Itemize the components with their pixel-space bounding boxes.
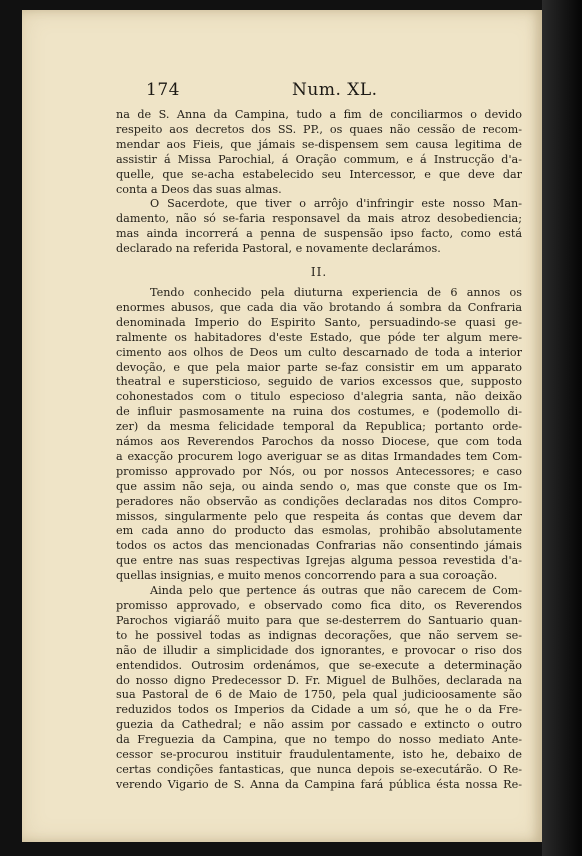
text-line: que assim não seja, ou ainda sendo o, mas que conste que os Im- (116, 479, 522, 493)
text-line: ralmente os habitadores d'este Estado, que póde ter algum mere- (116, 330, 522, 344)
text-line: de influir pasmosamente na ruina dos costumes, e (podemollo di- (116, 405, 522, 419)
text-line: respeito aos decretos dos SS. PP., os quaes não cessão de recom- (116, 122, 522, 136)
text-line: do nosso digno Predecessor D. Fr. Miguel de Bulhões, declarada na (116, 673, 522, 687)
text-line: da Freguezia da Campina, que no tempo do nosso mediato Ante- (116, 733, 522, 747)
text-line: a exacção procurem logo averiguar se as ditas Irmandades tem Com- (116, 449, 522, 463)
text-line: na de S. Anna da Campina, tudo a fim de conciliarmos o devido (116, 108, 522, 121)
text-line: devoção, e que pela maior parte se-faz consistir em um apparato (116, 360, 522, 374)
text-line: O Sacerdote, que tiver o arrôjo d'infringir este nosso Man- (150, 197, 522, 211)
body-text (116, 108, 522, 793)
text-line: reduzidos todos os Imperios da Cidade a um só, que he o da Fre- (116, 703, 522, 717)
text-line: peradores não observão as condições declaradas nos ditos Compro- (116, 494, 522, 508)
paragraph-1 (116, 108, 522, 197)
text-line: missos, singularmente pelo que respeita ás contas que devem dar (116, 509, 522, 523)
text-line: cimento aos olhos de Deos um culto descarnado de toda a interior (116, 345, 522, 359)
text-line: quelle, que se-acha estabelecido seu Intercessor, e que deve dar (116, 167, 522, 181)
text-line: declarado na referida Pastoral, e novamente declarámos. (116, 242, 441, 256)
text-line: Ainda pelo que pertence ás outras que não carecem de Com- (150, 584, 522, 598)
text-line: em cada anno do producto das esmolas, prohibão absolutamente (116, 524, 522, 538)
page-header (146, 80, 526, 102)
paragraph-3 (116, 286, 522, 584)
text-line: entendidos. Outrosim ordenámos, que se-execute a determinação (116, 658, 522, 672)
text-line: denominada Imperio do Espirito Santo, persuadindo-se quasi ge- (116, 315, 522, 329)
text-line: conta a Deos das suas almas. (116, 182, 282, 196)
text-line: cohonestados com o titulo especioso d'alegria santa, não deixão (116, 390, 522, 404)
text-line: todos os actos das mencionadas Confrarias não consentindo jámais (116, 539, 522, 553)
section-heading: II. (310, 265, 328, 280)
text-line: enormes abusos, que cada dia vão brotando á sombra da Confraria (116, 300, 522, 314)
text-line: to he possivel todas as indignas decorações, que não servem se- (116, 628, 522, 642)
binding-shadow (542, 0, 582, 856)
text-line: verendo Vigario de S. Anna da Campina fará pública ésta nossa Re- (116, 777, 522, 791)
text-line: mendar aos Fieis, que jámais se-dispensem sem causa legitima de (116, 137, 522, 151)
text-line: quellas insignias, e muito menos concorrendo para a sua coroação. (116, 569, 498, 583)
text-line: theatral e supersticioso, seguido de varios excessos que, supposto (116, 375, 522, 389)
running-head: Num. XL. (292, 80, 378, 100)
text-line: guezia da Cathedral; e não assim por cassado e extincto o outro (116, 718, 522, 732)
text-line: assistir á Missa Parochial, á Oração commum, e á Instrucção d'a- (116, 152, 522, 166)
text-line: damento, não só se-faria responsavel da mais atroz desobediencia; (116, 212, 522, 226)
paragraph-2 (116, 197, 522, 257)
paragraph-4 (116, 584, 522, 793)
text-line: zer) da mesma felicidade temporal da Republica; portanto orde- (116, 420, 522, 434)
text-line: Parochos vigiaráõ muito para que se-desterrem do Santuario quan- (116, 613, 522, 627)
text-line: promisso approvado, e observado como fica dito, os Reverendos (116, 599, 522, 612)
text-line: cessor se-procurou instituir fraudulentamente, isto he, debaixo de (116, 748, 522, 762)
text-line: Tendo conhecido pela diuturna experiencia de 6 annos os (150, 285, 522, 299)
text-line: que entre nas suas respectivas Igrejas alguma pessoa revestida d'a- (116, 554, 522, 568)
text-line: não de illudir a simplicidade dos ignorantes, e provocar o riso dos (116, 643, 522, 657)
text-line: mas ainda incorrerá a penna de suspensão ipso facto, como está (116, 227, 522, 241)
text-line: sua Pastoral de 6 de Maio de 1750, pela qual judicioosamente são (116, 688, 522, 702)
text-line: certas condições fantasticas, que nunca depois se-executárão. O Re- (116, 762, 522, 776)
text-line: námos aos Reverendos Parochos da nosso Diocese, que com toda (116, 435, 522, 449)
page-number: 174 (146, 80, 180, 100)
text-line: promisso approvado por Nós, ou por nossos Antecessores; e caso (116, 464, 522, 478)
